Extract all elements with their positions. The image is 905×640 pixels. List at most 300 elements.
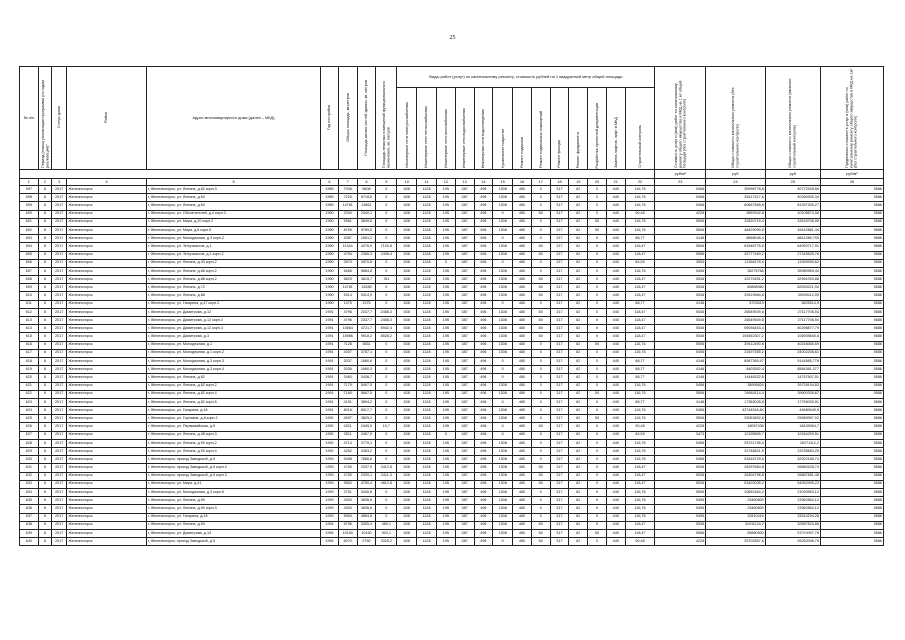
table-cell: 26860428,74 [765,464,820,472]
table-cell: 4750 [338,464,357,472]
table-cell: 480 [513,390,532,398]
table-cell: 496 [474,259,493,267]
table-cell: 4750,4 [357,480,376,488]
table-cell: 40772928,56 [765,186,820,194]
table-cell: 0 [493,210,513,218]
table-cell: 387 [455,267,474,275]
table-cell: 1993 [321,505,339,513]
table-cell: 496 [474,202,493,210]
table-cell: 496 [474,276,493,284]
col-header-status: Статус дома [51,67,66,170]
table-cell: 195 [437,349,456,357]
table-cell: 5586 [820,382,883,390]
table-row [20,259,884,267]
table-cell: 0 [531,218,550,226]
table-cell: 2087 [338,235,357,243]
unit-cell: руб/м² [820,170,883,179]
table-cell: 638 [397,398,417,406]
table-cell: 3440,8 [357,488,376,496]
table-cell: 195 [437,308,456,316]
table-cell: 1308 [493,226,513,234]
table-cell: 116,76 [625,488,655,496]
table-cell: 317 [550,235,569,243]
table-cell: 2017 [51,259,66,267]
table-cell: 1308 [493,407,513,415]
table-cell: 0 [531,194,550,202]
table-cell: 80 [531,464,550,472]
table-cell: 5456 [655,186,706,194]
table-cell: 1128 [417,300,437,308]
table-cell: 0 [376,398,397,406]
table-cell: 8 [38,480,51,488]
table-cell: 2017 [51,448,66,456]
table-cell: 480 [513,538,532,546]
table-cell: 0 [376,194,397,202]
table-cell: 317 [550,259,569,267]
table-cell: 387 [455,382,474,390]
table-cell: 116,76 [625,194,655,202]
table-cell: 0 [531,488,550,496]
table-cell: 5608 [357,186,376,194]
table-cell: 5586 [820,398,883,406]
table-cell: 496 [474,186,493,194]
table-cell: 195 [437,292,456,300]
district-cell: Железногорск [67,349,146,357]
address-cell: г. Железногорск, ул. Гагарина, д.16 [146,407,320,415]
table-cell: 90,48 [625,423,655,431]
table-cell: 5456 [655,456,706,464]
table-cell: 605 [20,251,39,259]
table-cell: 1128 [417,267,437,275]
table-cell: 445 [606,538,625,546]
table-cell: 480 [513,521,532,529]
table-cell: 2385,3 [357,251,376,259]
table-cell: 2017 [51,529,66,537]
table-cell: 1651,1 [357,235,376,243]
table-cell: 0 [376,448,397,456]
table-cell: 317 [550,513,569,521]
table-cell: 0 [376,374,397,382]
table-cell: 0 [588,243,607,251]
table-cell: 1308 [493,284,513,292]
col-header-heat: Инженерные сети теплоснабжения [417,88,437,170]
table-cell: 387 [455,186,474,194]
address-cell: г. Железногорск, ул. Димитрова, д.12 [146,308,320,316]
table-cell: 26271112,2 [765,439,820,447]
table-cell: 2017 [51,300,66,308]
table-cell: 2408,4 [376,251,397,259]
table-cell: 39900339,67 [765,390,820,398]
table-cell: 8017,7 [357,407,376,415]
table-cell: 8 [38,276,51,284]
col-header-limit-cost: Предельная стоимость услуг и (или) работ по капитальному ремонту общего имущества в МКД на 1м² (без строительного контроля) [820,67,883,170]
table-cell: 8 [38,300,51,308]
district-cell: Железногорск [67,259,146,267]
address-cell: г. Железногорск, ул. Ленина, д.84 [146,194,320,202]
table-cell: 3329,2 [376,538,397,546]
table-cell: 5586 [655,529,706,537]
table-cell: 1308 [493,521,513,529]
table-cell: 1128 [417,235,437,243]
table-cell: 8 [38,398,51,406]
table-cell: 4714 [338,439,357,447]
table-cell: 62 [569,333,588,341]
table-cell: 88,77 [625,357,655,365]
table-cell: 496 [474,292,493,300]
table-cell: 638 [397,357,417,365]
table-cell: 445 [606,357,625,365]
table-cell: 5586 [820,235,883,243]
table-cell: 23962862,12 [765,497,820,505]
table-cell: 32820715,4 [706,218,766,226]
table-cell: 5586 [820,415,883,423]
table-cell: 39412490,8 [706,341,766,349]
table-cell: 20652464,2 [706,488,766,496]
table-cell: 0 [376,407,397,415]
table-cell: 90,48 [625,538,655,546]
district-cell: Железногорск [67,529,146,537]
table-cell: 195 [437,194,456,202]
table-cell: 489,1 [376,521,397,529]
table-cell: 88,77 [625,398,655,406]
table-cell: 1308 [493,529,513,537]
table-cell: 317 [550,349,569,357]
table-cell: 1128 [417,521,437,529]
table-cell: 1990 [321,243,339,251]
table-cell: 2017 [51,439,66,447]
table-cell: 638 [397,202,417,210]
table-cell: 62 [569,267,588,275]
table-cell: 62 [569,538,588,546]
column-number-cell: 8 [357,179,376,186]
table-cell: 445 [606,218,625,226]
table-cell: 5536 [655,472,706,480]
table-cell: 62 [569,284,588,292]
table-cell: 635 [20,497,39,505]
table-cell: 11356178,4 [706,259,766,267]
table-cell: 1993 [321,472,339,480]
table-cell: 80 [531,538,550,546]
table-cell: 387 [455,284,474,292]
table-cell: 62 [569,480,588,488]
column-number-cell: 22 [625,179,655,186]
table-cell: 1308 [493,488,513,496]
table-cell: 1308 [493,341,513,349]
table-cell: 638 [397,284,417,292]
table-cell: 62 [569,521,588,529]
district-cell: Железногорск [67,448,146,456]
table-row [20,226,884,234]
table-cell: 5536 [655,308,706,316]
table-cell: 1308 [493,218,513,226]
table-cell: 387 [455,398,474,406]
table-cell: 50 [588,529,607,537]
table-cell: 0 [376,226,397,234]
table-cell: 2017 [51,456,66,464]
table-cell: 195 [437,317,456,325]
table-cell: 0 [493,259,513,267]
table-cell: 1128 [417,505,437,513]
table-cell: 17383028,8 [706,398,766,406]
table-cell: 387 [455,218,474,226]
table-cell: 1308 [493,317,513,325]
table-cell: 0 [376,210,397,218]
table-cell: 118,47 [625,480,655,488]
table-cell: 5586 [820,317,883,325]
district-cell: Железногорск [67,267,146,275]
district-cell: Железногорск [67,235,146,243]
table-cell: 195 [437,374,456,382]
table-cell: 35417417,6 [706,194,766,202]
table-cell: 387 [455,276,474,284]
column-numbers-row [20,179,884,186]
table-row [20,472,884,480]
table-cell: 8 [38,497,51,505]
table-row [20,202,884,210]
table-cell: 17755030,91 [765,398,820,406]
table-cell: 445 [606,382,625,390]
table-cell: 496 [474,488,493,496]
table-cell: 1128 [417,529,437,537]
table-cell: 62 [569,390,588,398]
table-cell: 50 [588,226,607,234]
table-cell: 0 [531,439,550,447]
table-cell: 2017 [51,308,66,316]
table-cell: 5586 [820,505,883,513]
table-cell: 496 [474,284,493,292]
table-cell: 1990 [321,235,339,243]
table-cell: 1128 [417,259,437,267]
table-cell: 195 [437,529,456,537]
table-cell: 0 [376,186,397,194]
table-cell: 0 [531,259,550,267]
table-row [20,186,884,194]
table-cell: 387 [455,374,474,382]
table-cell: 62 [569,497,588,505]
table-cell: 618 [20,357,39,365]
table-cell: 7179 [338,382,357,390]
col-header-sewer: Инженерные сети водоотведения [474,88,493,170]
table-cell: 480 [513,423,532,431]
table-cell: 1991 [321,398,339,406]
table-cell: 62 [569,186,588,194]
table-cell: 597 [20,186,39,194]
table-cell: 496 [474,210,493,218]
table-cell: 62 [569,317,588,325]
table-cell: 1308 [493,390,513,398]
table-cell: 1308 [493,308,513,316]
table-cell: 445 [606,431,625,439]
table-row [20,210,884,218]
table-cell: 0 [376,497,397,505]
table-cell: 1308 [493,497,513,505]
table-cell: 195 [437,267,456,275]
table-cell: 10150 [357,529,376,537]
table-cell: 638 [397,538,417,546]
table-cell: 8016 [338,407,357,415]
table-cell: 29419964,8 [706,292,766,300]
table-cell: 387 [455,407,474,415]
table-cell: 3305,4 [357,521,376,529]
table-cell: 50 [588,390,607,398]
table-cell: 1991 [321,366,339,374]
table-cell: 80 [531,521,550,529]
table-cell: 1990 [321,300,339,308]
table-cell: 88,77 [625,366,655,374]
table-cell: 0 [588,259,607,267]
table-cell: 1989 [321,202,339,210]
district-cell: Железногорск [67,472,146,480]
table-cell: 0 [531,366,550,374]
table-cell: 496 [474,382,493,390]
address-cell: г. Железногорск, ул. Димитрова, д.3 [146,333,320,341]
table-cell: 496 [474,357,493,365]
table-cell: 387 [455,538,474,546]
table-cell: 23235683,25 [765,448,820,456]
table-cell: 1308 [493,439,513,447]
table-cell: 5456 [655,407,706,415]
table-cell: 317 [550,497,569,505]
table-cell: 0 [493,423,513,431]
table-cell: 26252098,75 [765,538,820,546]
table-cell: 1128 [417,325,437,333]
table-cell: 496 [474,308,493,316]
table-cell: 2412,8 [376,464,397,472]
table-cell: 3483 [338,374,357,382]
address-cell: г. Железногорск, ул. Ленина, д.90 корп.2 [146,439,320,447]
table-cell: 10,7 [376,423,397,431]
table-cell: 1991 [321,382,339,390]
table-cell: 0 [531,431,550,439]
table-cell: 638 [397,521,417,529]
table-cell: 1308 [493,333,513,341]
table-cell: 118,47 [625,333,655,341]
address-cell: г. Железногорск, ул. Первомайская, д.5 [146,423,320,431]
table-cell: 0 [531,235,550,243]
table-cell: 317 [550,431,569,439]
table-cell: 317 [550,398,569,406]
table-cell: 0 [588,448,607,456]
table-cell: 8 [38,415,51,423]
table-cell: 1991 [321,325,339,333]
table-cell: 195 [437,325,456,333]
unit-cell: руб [765,170,820,179]
col-header-foundation: Ремонт фундамента [569,88,588,170]
table-cell: 5586 [820,333,883,341]
table-cell: 622 [20,390,39,398]
table-cell: 496 [474,431,493,439]
table-cell: 496 [474,456,493,464]
table-cell: 62 [569,505,588,513]
table-cell: 640 [20,538,39,546]
table-cell: 1308 [493,202,513,210]
table-cell: 62 [569,423,588,431]
table-cell: 2017 [51,480,66,488]
district-cell: Железногорск [67,251,146,259]
district-cell: Железногорск [67,407,146,415]
table-cell: 317 [550,210,569,218]
table-cell: 638 [397,513,417,521]
table-cell: 2340 [338,210,357,218]
table-cell: 627 [20,431,39,439]
table-cell: 445 [606,513,625,521]
table-cell: 4796 [338,317,357,325]
table-cell: 496 [474,325,493,333]
address-cell: г. Железногорск, ул. Молодежная, д.1 корп.2 [146,349,320,357]
table-cell: 0 [531,390,550,398]
table-cell: 445 [606,243,625,251]
table-cell: 118,47 [625,284,655,292]
table-cell: 5703619 [706,300,766,308]
address-cell: г. Железногорск, ул. Димитрова, д.12 корп.3 [146,325,320,333]
table-row [20,382,884,390]
table-cell: 11344 [338,243,357,251]
district-cell: Железногорск [67,480,146,488]
table-cell: 1308 [493,448,513,456]
table-cell: 496 [474,398,493,406]
table-cell: 496 [474,218,493,226]
col-header-roof: Кровельное покрытие [493,88,513,170]
table-cell: 0 [588,423,607,431]
table-cell: 445 [606,529,625,537]
table-cell: 2411,3 [376,472,397,480]
table-cell: 118,47 [625,472,655,480]
district-cell: Железногорск [67,488,146,496]
table-cell: 2017 [51,464,66,472]
table-cell: 317 [550,538,569,546]
table-cell: 25053892,6 [706,415,766,423]
table-cell: 5586 [820,448,883,456]
table-cell: 0 [531,300,550,308]
table-cell: 5586 [820,251,883,259]
table-cell: 13285 [357,284,376,292]
table-cell: 0 [376,341,397,349]
table-cell: 0 [588,505,607,513]
table-cell: 0 [376,300,397,308]
table-cell: 5586 [820,276,883,284]
table-cell: 0 [588,276,607,284]
table-cell: 8 [38,513,51,521]
table-cell: 387 [455,529,474,537]
table-cell: 1994 [321,538,339,546]
table-cell: 445 [606,308,625,316]
table-cell: 23460800 [706,497,766,505]
table-cell: 0 [531,456,550,464]
table-cell: 638 [397,505,417,513]
unit-cell: руб/м² [655,170,706,179]
table-cell: 1375 [357,300,376,308]
table-cell: 0 [376,439,397,447]
table-cell: 480 [513,341,532,349]
table-cell: 0 [588,349,607,357]
table-cell: 4148 [655,300,706,308]
table-row [20,235,884,243]
table-row [20,423,884,431]
table-cell: 5586 [820,390,883,398]
table-cell: 445 [606,374,625,382]
table-cell: 24002208,61 [765,349,820,357]
table-cell: 317 [550,300,569,308]
table-cell: 496 [474,374,493,382]
column-number-cell: 15 [493,179,513,186]
table-cell: 0 [531,202,550,210]
table-cell: 387 [455,325,474,333]
table-cell: 0 [588,202,607,210]
table-cell: 317 [550,357,569,365]
district-cell: Железногорск [67,186,146,194]
table-cell: 2017 [51,538,66,546]
table-cell: 445 [606,317,625,325]
